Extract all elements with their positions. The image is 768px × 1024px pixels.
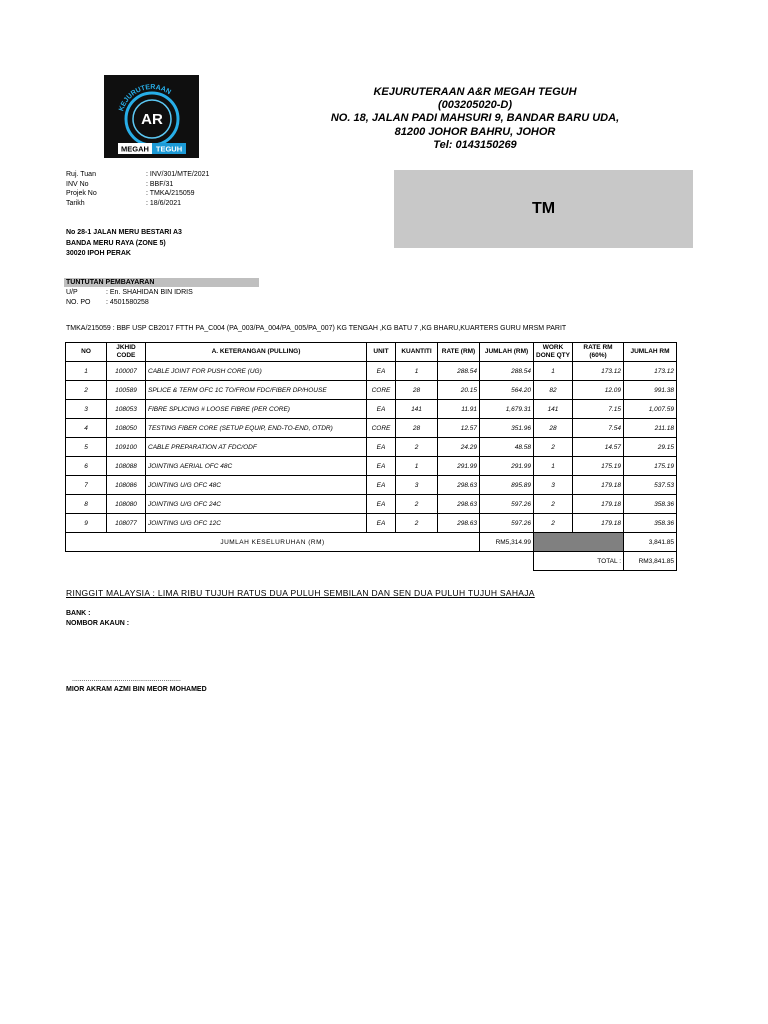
row-qty: 28 xyxy=(396,381,438,400)
col-header: UNIT xyxy=(367,343,396,362)
table-row xyxy=(66,476,677,495)
row-done-qty: 82 xyxy=(534,381,573,400)
row-code: 100007 xyxy=(107,362,146,381)
row-no: 5 xyxy=(66,438,107,457)
ref-row xyxy=(66,189,209,199)
company-reg: (003205020-D) xyxy=(438,99,512,112)
row-no: 6 xyxy=(66,457,107,476)
customer-tm-box xyxy=(394,170,693,248)
table-row xyxy=(66,362,677,381)
project-description: TMKA/215059 : BBF USP CB2017 FTTH PA_C004 (PA_003/PA_004/PA_005/PA_007) KG TENGAH ,KG BATU 7 ,KG BHARU,KUARTERS GURU MRSM PARIT xyxy=(66,325,567,332)
row-description: JOINTING U/G OFC 24C xyxy=(146,495,367,514)
ref-key: Projek No xyxy=(66,190,97,198)
ref-key: INV No xyxy=(66,180,89,188)
row-total: 175.19 xyxy=(624,457,677,476)
row-unit: EA xyxy=(367,457,396,476)
row-description: TESTING FIBER CORE (SETUP EQUIP, END-TO-END, OTDR) xyxy=(146,419,367,438)
amount-in-words: RINGGIT MALAYSIA : LIMA RIBU TUJUH RATUS DUA PULUH SEMBILAN DAN SEN DUA PULUH TUJUH SAHAJA xyxy=(66,588,535,598)
row-rate: 288.54 xyxy=(438,362,480,381)
total-original: RM5,314.99 xyxy=(480,533,534,552)
table-row xyxy=(66,495,677,514)
address-line: BANDA MERU RAYA (ZONE 5) xyxy=(66,239,166,247)
row-qty: 2 xyxy=(396,438,438,457)
col-header: KUANTITI xyxy=(396,343,438,362)
col-header: A. KETERANGAN (PULLING) xyxy=(146,343,367,362)
col-header: NO xyxy=(66,343,107,362)
row-no: 2 xyxy=(66,381,107,400)
ref-row xyxy=(66,180,209,190)
table-total-row xyxy=(66,533,677,552)
bank-label: BANK : xyxy=(66,610,91,617)
row-done-qty: 2 xyxy=(534,495,573,514)
row-done-qty: 2 xyxy=(534,438,573,457)
logo-emblem-icon xyxy=(104,75,199,158)
spacer-cell xyxy=(66,552,534,571)
row-description: CABLE JOINT FOR PUSH CORE (UG) xyxy=(146,362,367,381)
row-qty: 141 xyxy=(396,400,438,419)
items-table xyxy=(65,342,677,571)
bank-details xyxy=(66,609,129,629)
ref-key: Tarikh xyxy=(66,199,85,207)
company-address-1: NO. 18, JALAN PADI MAHSURI 9, BANDAR BARU UDA, xyxy=(330,112,620,125)
row-done-qty: 1 xyxy=(534,457,573,476)
claim-heading: TUNTUTAN PEMBAYARAN xyxy=(64,278,259,287)
ref-value: : 18/6/2021 xyxy=(146,199,182,207)
uip-key: NO. PO xyxy=(66,298,91,306)
address-line: 30020 IPOH PERAK xyxy=(66,250,131,257)
ref-row xyxy=(66,170,209,180)
row-code: 108077 xyxy=(107,514,146,533)
table-row xyxy=(66,381,677,400)
uip-key: U/P xyxy=(66,289,78,296)
row-no: 1 xyxy=(66,362,107,381)
row-amount: 597.26 xyxy=(480,495,534,514)
col-header: RATE RM (60%) xyxy=(573,343,624,362)
table-row xyxy=(66,514,677,533)
uip-row xyxy=(66,288,193,298)
company-tel: Tel: 0143150269 xyxy=(433,138,517,151)
row-no: 7 xyxy=(66,476,107,495)
row-rate-60: 7.15 xyxy=(573,400,624,419)
table-row xyxy=(66,438,677,457)
signature-line: ........................................................ xyxy=(72,676,181,683)
row-total: 211.18 xyxy=(624,419,677,438)
row-rate-60: 179.18 xyxy=(573,476,624,495)
recipient-address xyxy=(66,228,182,260)
row-total: 537.53 xyxy=(624,476,677,495)
address-line: No 28-1 JALAN MERU BESTARI A3 xyxy=(66,229,182,236)
tm-label: TM xyxy=(531,200,556,217)
signatory-name: MIOR AKRAM AZMI BIN MEOR MOHAMED xyxy=(66,686,207,693)
table-row xyxy=(66,419,677,438)
grand-total-label: TOTAL : xyxy=(534,552,624,571)
total-shaded-cell xyxy=(534,533,624,552)
company-logo xyxy=(104,75,199,158)
row-total: 29.15 xyxy=(624,438,677,457)
logo-arc-text: KEJURUTERAAN xyxy=(118,83,172,113)
total-jumlah: 3,841.85 xyxy=(624,533,677,552)
row-rate-60: 179.18 xyxy=(573,495,624,514)
row-amount: 597.26 xyxy=(480,514,534,533)
row-rate: 291.99 xyxy=(438,457,480,476)
row-unit: EA xyxy=(367,438,396,457)
row-unit: EA xyxy=(367,514,396,533)
row-amount: 291.99 xyxy=(480,457,534,476)
row-rate: 20.15 xyxy=(438,381,480,400)
table-row xyxy=(66,400,677,419)
row-unit: EA xyxy=(367,400,396,419)
col-header: WORK DONE QTY xyxy=(534,343,573,362)
row-rate-60: 179.18 xyxy=(573,514,624,533)
row-description: JOINTING AERIAL OFC 48C xyxy=(146,457,367,476)
company-name: KEJURUTERAAN A&R MEGAH TEGUH xyxy=(373,86,577,98)
row-done-qty: 2 xyxy=(534,514,573,533)
col-header: JUMLAH (RM) xyxy=(480,343,534,362)
row-qty: 2 xyxy=(396,514,438,533)
row-done-qty: 1 xyxy=(534,362,573,381)
reference-info xyxy=(66,170,209,208)
ref-row xyxy=(66,199,209,209)
table-row xyxy=(66,457,677,476)
row-rate: 12.57 xyxy=(438,419,480,438)
row-rate: 11.91 xyxy=(438,400,480,419)
row-rate-60: 173.12 xyxy=(573,362,624,381)
logo-brand-right: TEGUH xyxy=(155,144,183,154)
row-amount: 895.89 xyxy=(480,476,534,495)
logo-brand-left: MEGAH xyxy=(121,144,149,154)
row-total: 358.36 xyxy=(624,495,677,514)
row-total: 173.12 xyxy=(624,362,677,381)
table-header-row xyxy=(66,343,677,362)
attention-info xyxy=(66,288,193,307)
row-no: 8 xyxy=(66,495,107,514)
row-amount: 288.54 xyxy=(480,362,534,381)
row-rate-60: 175.19 xyxy=(573,457,624,476)
row-code: 109100 xyxy=(107,438,146,457)
row-rate: 298.63 xyxy=(438,495,480,514)
row-unit: EA xyxy=(367,476,396,495)
row-unit: CORE xyxy=(367,381,396,400)
row-code: 100589 xyxy=(107,381,146,400)
company-address-2: 81200 JOHOR BAHRU, JOHOR xyxy=(394,125,556,138)
uip-value: : En. SHAHIDAN BIN IDRIS xyxy=(106,289,193,296)
row-code: 108053 xyxy=(107,400,146,419)
row-description: SPLICE & TERM OFC 1C TO/FROM FDC/FIBER DP/HOUSE xyxy=(146,381,367,400)
row-description: JOINTING U/G OFC 48C xyxy=(146,476,367,495)
row-amount: 48.58 xyxy=(480,438,534,457)
uip-value: : 4501580258 xyxy=(106,298,149,306)
row-description: CABLE PREPARATION AT FDC/ODF xyxy=(146,438,367,457)
row-done-qty: 141 xyxy=(534,400,573,419)
row-unit: EA xyxy=(367,495,396,514)
uip-row xyxy=(66,298,193,308)
row-no: 3 xyxy=(66,400,107,419)
ref-value: : TMKA/215059 xyxy=(146,190,195,198)
row-done-qty: 3 xyxy=(534,476,573,495)
logo-monogram: AR xyxy=(141,111,163,128)
grand-total-row xyxy=(66,552,677,571)
row-rate-60: 14.57 xyxy=(573,438,624,457)
row-total: 1,007.59 xyxy=(624,400,677,419)
row-done-qty: 28 xyxy=(534,419,573,438)
row-qty: 28 xyxy=(396,419,438,438)
ref-value: : BBF/31 xyxy=(146,180,174,188)
row-unit: CORE xyxy=(367,419,396,438)
col-header: RATE (RM) xyxy=(438,343,480,362)
col-header: JUMLAH RM xyxy=(624,343,677,362)
row-code: 108086 xyxy=(107,476,146,495)
row-rate: 298.63 xyxy=(438,514,480,533)
row-rate-60: 7.54 xyxy=(573,419,624,438)
row-qty: 1 xyxy=(396,362,438,381)
row-qty: 3 xyxy=(396,476,438,495)
row-code: 108088 xyxy=(107,457,146,476)
row-rate: 298.63 xyxy=(438,476,480,495)
account-label: NOMBOR AKAUN : xyxy=(66,620,130,627)
col-header: JKHID CODE xyxy=(107,343,146,362)
row-code: 108080 xyxy=(107,495,146,514)
row-amount: 351.96 xyxy=(480,419,534,438)
row-unit: EA xyxy=(367,362,396,381)
row-amount: 564.20 xyxy=(480,381,534,400)
grand-total-value: RM3,841.85 xyxy=(624,552,677,571)
company-header xyxy=(320,86,630,152)
ref-value: : INV/301/MTE/2021 xyxy=(146,171,210,178)
row-rate-60: 12.09 xyxy=(573,381,624,400)
row-description: FIBRE SPLICING # LOOSE FIBRE (PER CORE) xyxy=(146,400,367,419)
row-amount: 1,679.31 xyxy=(480,400,534,419)
row-total: 991.38 xyxy=(624,381,677,400)
row-total: 358.36 xyxy=(624,514,677,533)
row-code: 108050 xyxy=(107,419,146,438)
row-no: 9 xyxy=(66,514,107,533)
row-qty: 1 xyxy=(396,457,438,476)
row-qty: 2 xyxy=(396,495,438,514)
total-label: JUMLAH KESELURUHAN (RM) xyxy=(66,533,480,552)
ref-key: Ruj. Tuan xyxy=(66,171,96,178)
row-description: JOINTING U/G OFC 12C xyxy=(146,514,367,533)
row-rate: 24.29 xyxy=(438,438,480,457)
row-no: 4 xyxy=(66,419,107,438)
